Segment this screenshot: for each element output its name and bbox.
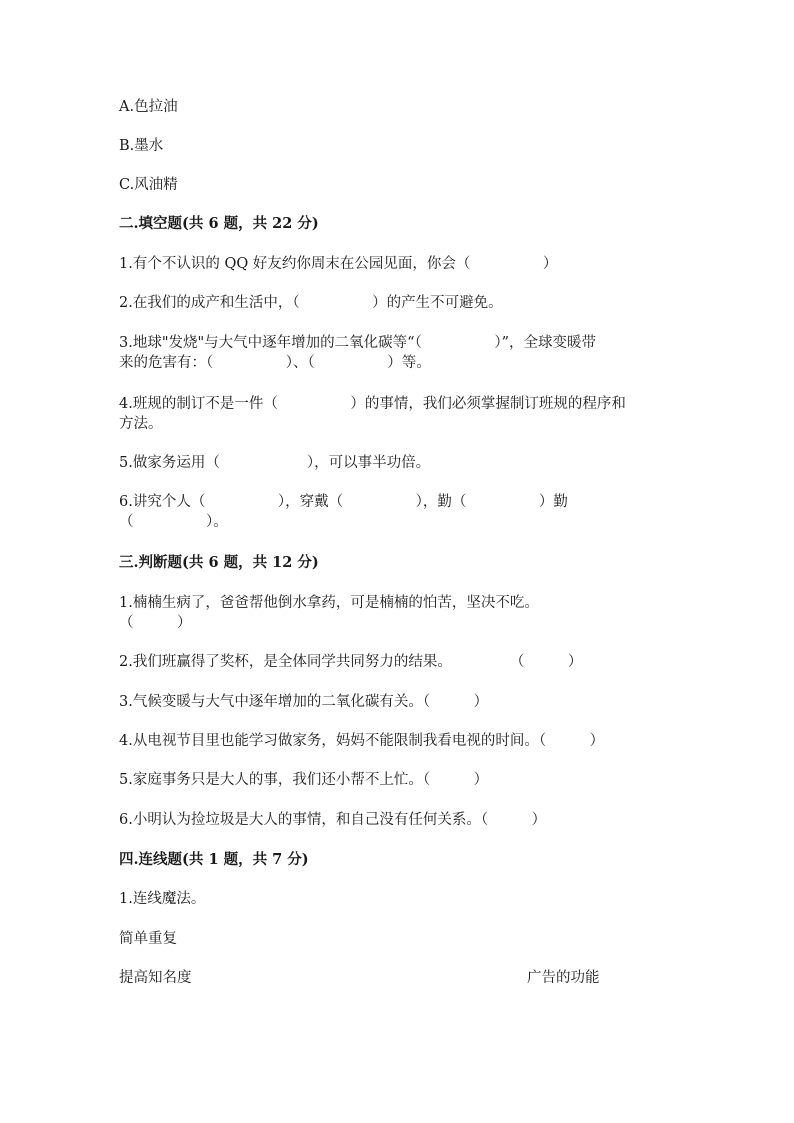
option-c: C.风油精 bbox=[119, 177, 178, 193]
fill-blank-question-3-line-2: 来的危害有：（ ）、（ ）等。 bbox=[119, 355, 431, 371]
true-false-question-6: 6.小明认为捡垃圾是大人的事情，和自己没有任何关系。（ ） bbox=[119, 812, 547, 828]
fill-blank-question-3-line-1: 3.地球"发烧"与大气中逐年增加的二氧化碳等“（ ）”，全球变暖带 bbox=[119, 335, 596, 351]
fill-blank-question-4-line-1: 4.班规的制订不是一件（ ）的事情，我们必须掌握制订班规的程序和 bbox=[119, 396, 626, 412]
fill-blank-question-1: 1.有个不认识的 QQ 好友约你周末在公园见面，你会（ ） bbox=[119, 256, 558, 272]
true-false-question-1-line-1: 1.楠楠生病了，爸爸帮他倒水拿药，可是楠楠的怕苦，坚决不吃。 bbox=[119, 595, 539, 611]
option-b: B.墨水 bbox=[119, 138, 164, 154]
fill-blank-question-5: 5.做家务运用（ ），可以事半功倍。 bbox=[119, 455, 431, 471]
true-false-question-3: 3.气候变暖与大气中逐年增加的二氧化碳有关。（ ） bbox=[119, 694, 489, 710]
fill-blank-question-4-line-2: 方法。 bbox=[119, 416, 163, 432]
matching-left-item: 提高知名度 bbox=[119, 970, 192, 986]
matching-left-item: 简单重复 bbox=[119, 931, 177, 947]
fill-blank-question-6-line-1: 6.讲究个人（ ），穿戴（ ），勤（ ）勤 bbox=[119, 494, 568, 510]
true-false-question-5: 5.家庭事务只是大人的事，我们还小帮不上忙。（ ） bbox=[119, 772, 489, 788]
section-heading-matching: 四.连线题(共 1 题，共 7 分) bbox=[119, 851, 309, 868]
true-false-question-4: 4.从电视节目里也能学习做家务，妈妈不能限制我看电视的时间。（ ） bbox=[119, 733, 605, 749]
fill-blank-question-6-line-2: （ ）。 bbox=[119, 514, 228, 530]
section-heading-true-false: 三.判断题(共 6 题，共 12 分) bbox=[119, 554, 319, 571]
section-heading-fill-blank: 二.填空题(共 6 题，共 22 分) bbox=[119, 215, 319, 232]
option-a: A.色拉油 bbox=[119, 99, 178, 115]
matching-right-item: 广告的功能 bbox=[527, 970, 600, 986]
fill-blank-question-2: 2.在我们的成产和生活中，（ ）的产生不可避免。 bbox=[119, 295, 503, 311]
true-false-question-2: 2.我们班赢得了奖杯，是全体同学共同努力的结果。 （ ） bbox=[119, 654, 583, 670]
matching-question-1: 1.连线魔法。 bbox=[119, 891, 206, 907]
true-false-question-1-line-2: （ ） bbox=[119, 615, 192, 631]
